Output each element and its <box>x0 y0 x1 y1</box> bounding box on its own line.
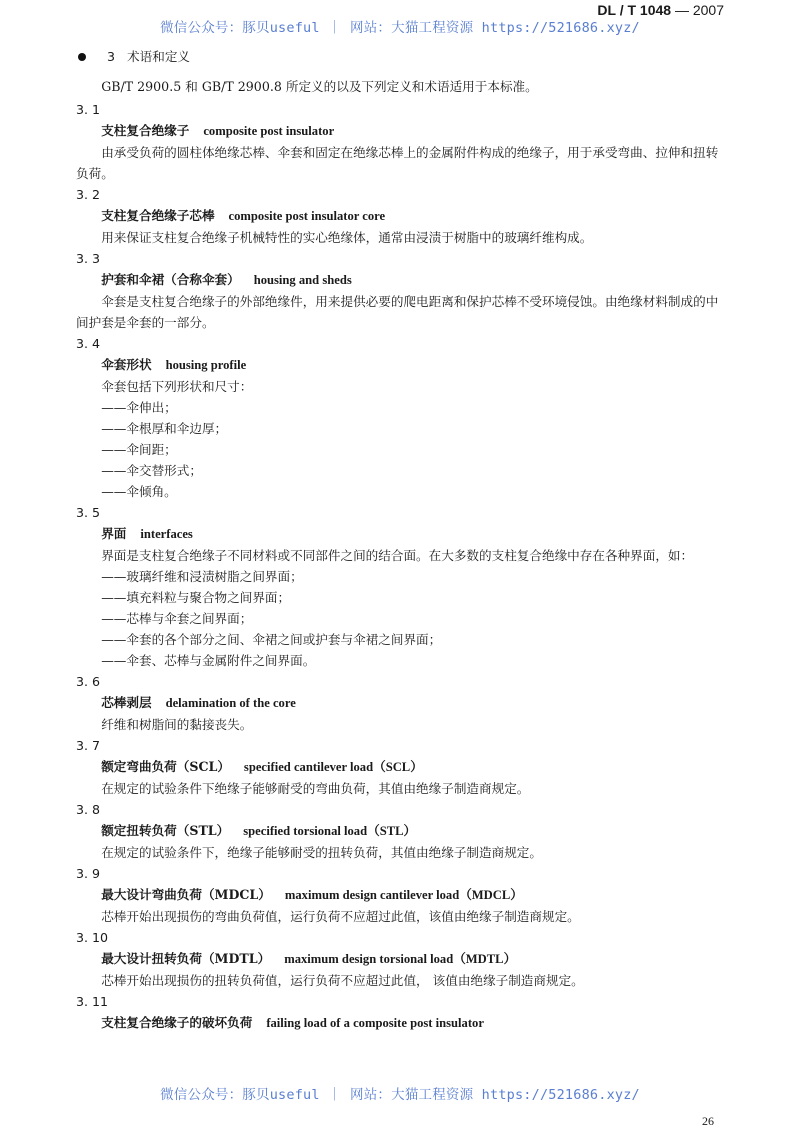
term-entry <box>76 671 724 735</box>
term-chinese: 额定扭转负荷（STL） <box>101 823 230 838</box>
term-english: maximum design cantilever load（MDCL） <box>284 888 523 902</box>
list-item: ——伞倾角。 <box>101 484 177 499</box>
term-number: 3. 4 <box>76 336 101 351</box>
term-chinese: 最大设计弯曲负荷（MDCL） <box>101 887 271 902</box>
term-definition: 在规定的试验条件下，绝缘子能够耐受的扭转负荷，其值由绝缘子制造商规定。 <box>101 845 542 860</box>
list-item: ——伞伸出； <box>101 400 177 415</box>
list-item: ——伞套、芯棒与金属附件之间界面。 <box>101 653 316 668</box>
term-entry <box>76 991 724 1034</box>
term-heading <box>76 354 724 376</box>
section-title: 术语和定义 <box>127 49 190 64</box>
term-entry <box>76 799 724 863</box>
term-definition: 芯棒开始出现损伤的弯曲负荷值，运行负荷不应超过此值，该值由绝缘子制造商规定。 <box>101 909 580 924</box>
term-chinese: 护套和伞裙（合称伞套） <box>101 272 240 287</box>
term-chinese: 界面 <box>101 526 127 541</box>
term-english: housing and sheds <box>253 273 352 287</box>
term-heading <box>76 884 724 906</box>
term-entry <box>76 863 724 927</box>
term-english: specified torsional load（STL） <box>243 824 417 838</box>
standard-number: DL / T 1048 <box>597 2 672 18</box>
list-item: ——玻璃纤维和浸渍树脂之间界面； <box>101 569 303 584</box>
section-number: 3 <box>107 49 116 64</box>
watermark-bottom: 微信公众号：豚贝useful ｜ 网站：大猫工程资源 https://521686.xyz/ <box>160 1087 640 1103</box>
term-english: composite post insulator <box>203 124 335 138</box>
term-chinese: 额定弯曲负荷（SCL） <box>101 759 230 774</box>
term-english: maximum design torsional load（MDTL） <box>284 952 517 966</box>
term-entry <box>76 99 724 184</box>
term-chinese: 伞套形状 <box>101 357 152 372</box>
term-entry <box>76 248 724 333</box>
term-chinese: 支柱复合绝缘子芯棒 <box>101 208 215 223</box>
section-heading <box>76 46 724 67</box>
term-heading <box>76 692 724 714</box>
term-chinese: 最大设计扭转负荷（MDTL） <box>101 951 271 966</box>
list-item: ——芯棒与伞套之间界面； <box>101 611 253 626</box>
term-number: 3. 7 <box>76 738 101 753</box>
term-number: 3. 9 <box>76 866 101 881</box>
term-chinese: 支柱复合绝缘子 <box>101 123 190 138</box>
term-english: delamination of the core <box>165 696 296 710</box>
term-definition: 由承受负荷的圆柱体绝缘芯棒、伞套和固定在绝缘芯棒上的金属附件构成的绝缘子，用于承受弯曲、拉伸和扭转负荷。 <box>76 145 719 181</box>
term-definition: 芯棒开始出现损伤的扭转负荷值，运行负荷不应超过此值， 该值由绝缘子制造商规定。 <box>101 973 584 988</box>
standard-year: 2007 <box>692 2 724 18</box>
term-english: composite post insulator core <box>228 209 386 223</box>
term-entry <box>76 502 724 671</box>
term-heading <box>76 120 724 142</box>
term-definition: 在规定的试验条件下绝缘子能够耐受的弯曲负荷，其值由绝缘子制造商规定。 <box>101 781 530 796</box>
standard-code <box>597 2 724 18</box>
term-definition: 用来保证支柱复合绝缘子机械特性的实心绝缘体，通常由浸渍于树脂中的玻璃纤维构成。 <box>101 230 593 245</box>
term-number: 3. 11 <box>76 994 109 1009</box>
term-number: 3. 2 <box>76 187 101 202</box>
term-heading <box>76 269 724 291</box>
term-definition: 界面是支柱复合绝缘子不同材料或不同部件之间的结合面。在大多数的支柱复合绝缘中存在各种界面，如： <box>101 548 694 563</box>
watermark-top: 微信公众号：豚贝useful ｜ 网站：大猫工程资源 https://521686.xyz/ <box>160 20 640 36</box>
list-item: ——伞间距； <box>101 442 177 457</box>
term-number: 3. 5 <box>76 505 101 520</box>
standard-separator: — <box>671 2 693 18</box>
list-item: ——填充料粒与聚合物之间界面； <box>101 590 291 605</box>
term-english: specified cantilever load（SCL） <box>243 760 423 774</box>
term-heading <box>76 523 724 545</box>
list-item: ——伞交替形式； <box>101 463 202 478</box>
term-number: 3. 3 <box>76 251 101 266</box>
term-entry <box>76 184 724 248</box>
term-heading <box>76 756 724 778</box>
term-english: interfaces <box>140 527 193 541</box>
term-chinese: 支柱复合绝缘子的破坏负荷 <box>101 1015 253 1030</box>
list-item: ——伞根厚和伞边厚； <box>101 421 228 436</box>
bullet-icon <box>78 53 86 61</box>
list-item: ——伞套的各个部分之间、伞裙之间或护套与伞裙之间界面； <box>101 632 442 647</box>
term-english: failing load of a composite post insulator <box>266 1016 484 1030</box>
document-body <box>76 46 724 1034</box>
term-entry <box>76 333 724 502</box>
term-heading <box>76 820 724 842</box>
term-number: 3. 10 <box>76 930 109 945</box>
term-definition: 伞套包括下列形状和尺寸： <box>101 379 253 394</box>
page-number: 26 <box>702 1114 714 1128</box>
term-heading <box>76 948 724 970</box>
term-number: 3. 6 <box>76 674 101 689</box>
term-heading <box>76 205 724 227</box>
term-number: 3. 8 <box>76 802 101 817</box>
terms-list <box>76 99 724 1034</box>
term-entry <box>76 735 724 799</box>
term-definition: 纤维和树脂间的黏接丧失。 <box>101 717 253 732</box>
term-entry <box>76 927 724 991</box>
term-definition: 伞套是支柱复合绝缘子的外部绝缘件，用来提供必要的爬电距离和保护芯棒不受环境侵蚀。由绝缘材料制成的中间护套是伞套的一部分。 <box>76 294 719 330</box>
term-chinese: 芯棒剥层 <box>101 695 152 710</box>
term-number: 3. 1 <box>76 102 101 117</box>
section-intro: GB/T 2900.5 和 GB/T 2900.8 所定义的以及下列定义和术语适用于本标准。 <box>101 79 538 94</box>
term-english: housing profile <box>165 358 247 372</box>
term-heading <box>76 1012 724 1034</box>
